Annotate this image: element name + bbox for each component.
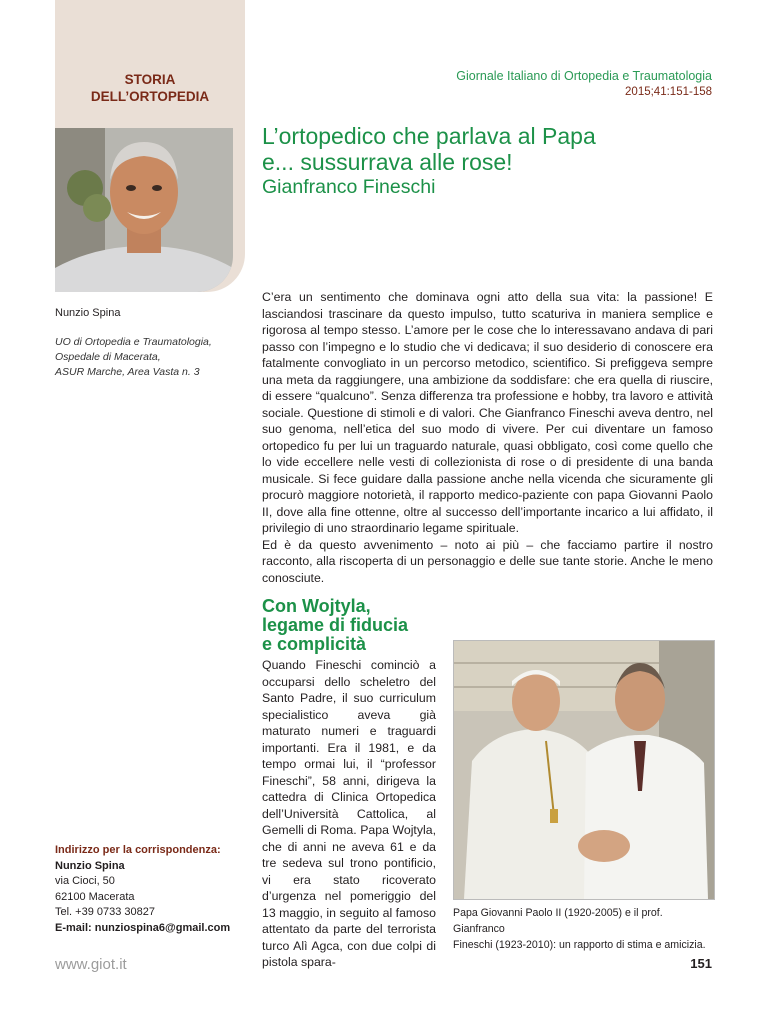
section-body: Quando Fineschi cominciò a occuparsi dello scheletro del Santo Padre, il suo curriculum specialistico aveva già maturato numeri e traguardi importanti. Era il 1981, e da tempo ormai lui, il “professor Fineschi”, 58 anni, dirigeva la cattedra di Clinica Ortopedica dell’Università Cattolica, al Gemelli di Roma. Papa Wojtyla, che di anni ne aveva 61 e da tre sedeva sul trono pontificio, vi era stato ricoverato d’urgenza nel pomeriggio del 13 maggio, in seguito al famoso attentato da parte del terrorista turco Alì Agca, con due colpi di pistola spara- <box>262 658 436 969</box>
section-heading: Con Wojtyla, legame di fiducia e complicità <box>262 596 409 654</box>
journal-citation: 2015;41:151-158 <box>625 86 712 98</box>
footer-url[interactable]: www.giot.it <box>55 956 127 973</box>
page-number: 151 <box>690 956 712 971</box>
correspondence-city: 62100 Macerata <box>55 890 135 903</box>
author-name: Nunzio Spina <box>55 307 121 319</box>
correspondence-block <box>55 843 230 936</box>
correspondence-street: via Cioci, 50 <box>55 875 115 887</box>
correspondence-tel: Tel. +39 0733 30827 <box>55 906 156 918</box>
intro-text <box>262 289 713 586</box>
section-panel <box>55 0 245 292</box>
intro-paragraph: C’era un sentimento che dominava ogni atto della sua vita: la passione! E lasciandosi trascinare da questo impulso, tutto scaturiva in maniera semplice e rigorosa al tempo stesso. L’amore per le cose che lo interessavano andava di pari passo con l’impegno e lo studio che vi dedicava; il suo desiderio di conoscere era fatalmente convogliato in un percorso metodico, scientifico. Si prefiggeva sempre una meta da raggiungere, una ambizione da soddisfare: che era quella di riuscire, di essere “qualcuno”. Senza differenza tra professione e hobby, tra lavoro e attività sociale. Questione di stimoli e di valori. Che Gianfranco Fineschi aveva dentro, nel suo genoma, nell’etica del suo modo di vivere. Per cui diventare un famoso ortopedico fu per lui un traguardo naturale, quasi obbligato, così come quello che lo vide eccellere nelle vesti di collezionista di rose o di presidente di una banda musicale. Si fece guidare dalla passione anche nella vicenda che sicuramente gli procurò maggiore notorietà, il rapporto medico-paziente con papa Giovanni Paolo II, dove alla fine ottenne, oltre al successo dell’importante incarico a lui affidato, il privilegio di uno straordinario legame spirituale. <box>262 290 713 535</box>
pope-photo <box>453 640 715 900</box>
article-title: L’ortopedico che parlava al Papa e... sussurrava alle rose! <box>262 123 596 175</box>
author-affiliation: UO di Ortopedia e Traumatologia, Ospedale di Macerata, ASUR Marche, Area Vasta n. 3 <box>55 336 212 378</box>
correspondence-name: Nunzio Spina <box>55 859 125 872</box>
photo-caption: Papa Giovanni Paolo II (1920-2005) e il prof. Gianfranco Fineschi (1923-2010): un rapporto di stima e amicizia. <box>453 907 706 951</box>
journal-name: Giornale Italiano di Ortopedia e Traumatologia <box>456 69 712 83</box>
correspondence-email[interactable]: E-mail: nunziospina6@gmail.com <box>55 921 231 934</box>
article-subtitle: Gianfranco Fineschi <box>262 176 436 198</box>
intro-paragraph: Ed è da questo avvenimento – noto ai più – che facciamo partire il nostro racconto, alla riscoperta di un personaggio e delle sue tante storie. Anche le meno conosciute. <box>262 537 713 585</box>
author-portrait <box>55 128 233 292</box>
correspondence-label: Indirizzo per la corrispondenza: <box>55 844 221 856</box>
section-label: STORIA DELL’ORTOPEDIA <box>90 72 210 104</box>
